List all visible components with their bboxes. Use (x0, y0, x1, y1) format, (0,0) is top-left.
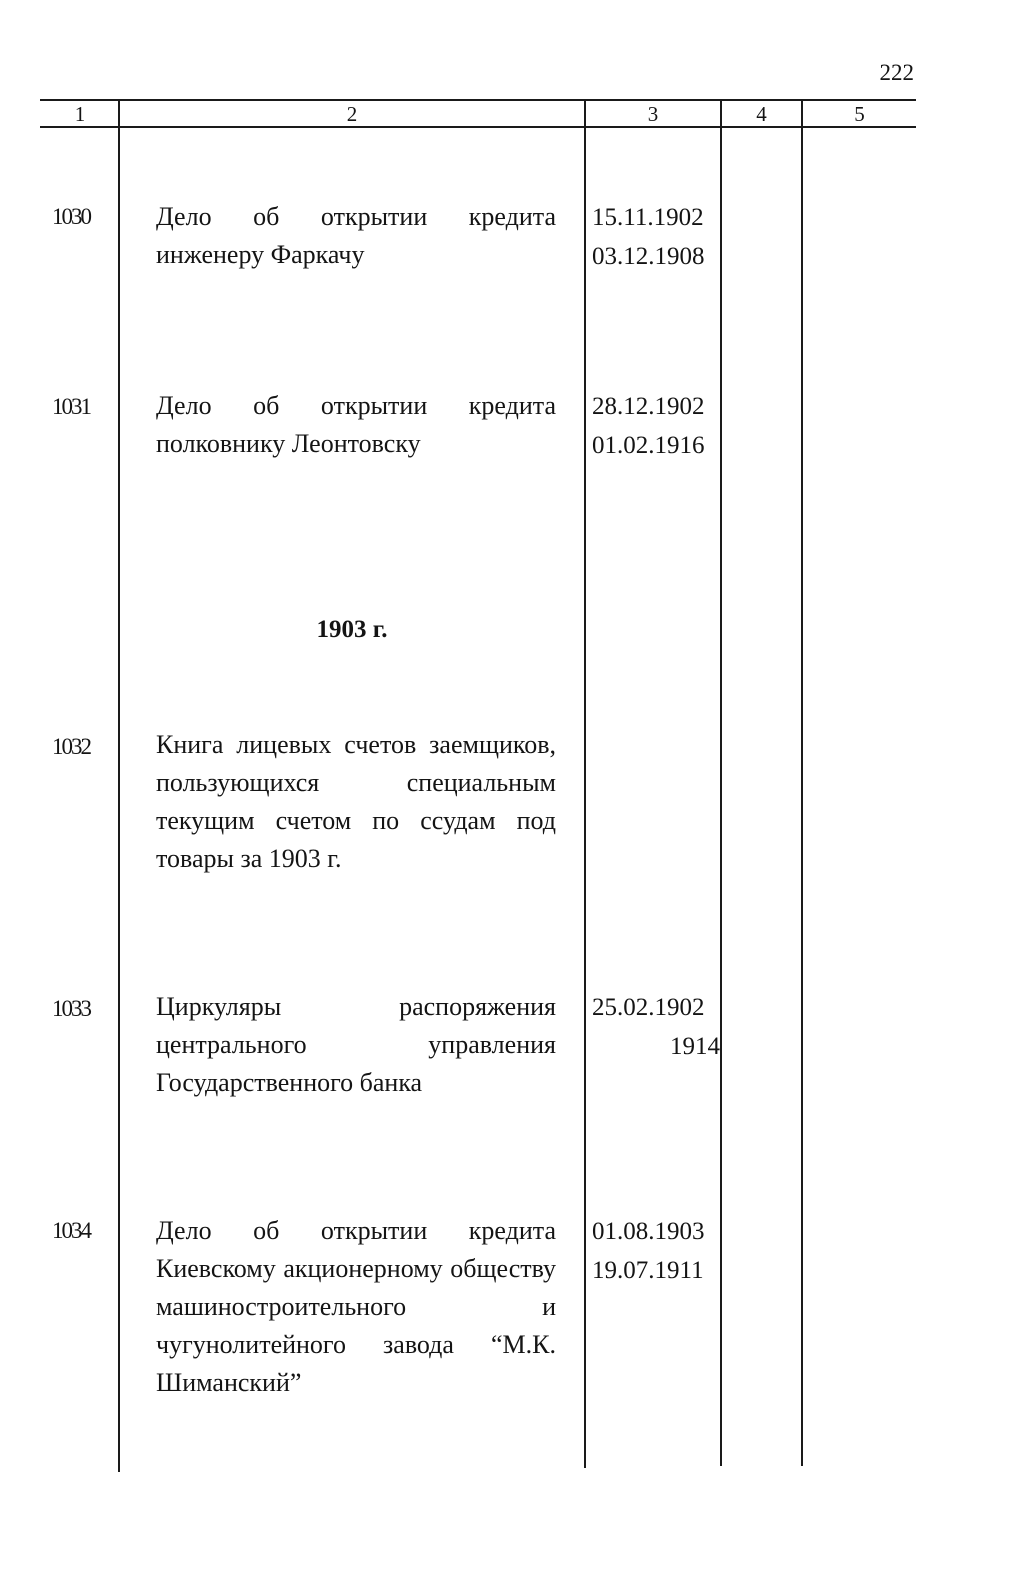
entry-dates (592, 387, 720, 465)
entry-title: Книга лицевых счетов заемщиков, пользующихся специальным текущим счетом по ссудам под товары за 1903 г. (156, 730, 556, 873)
date-start: 01.08.1903 (592, 1218, 705, 1245)
column-divider-3 (720, 100, 722, 1466)
column-header-1: 1 (74, 102, 86, 126)
column-header-5: 5 (854, 102, 865, 126)
entry-number: 1032 (52, 734, 90, 759)
year-heading: 1903 г. (316, 616, 388, 643)
entry-number: 1031 (52, 394, 90, 419)
date-end: 1914 (670, 1033, 720, 1060)
date-start: 15.11.1902 (592, 204, 704, 231)
column-header-3: 3 (647, 102, 659, 126)
date-start: 28.12.1902 (592, 393, 705, 420)
column-divider-2 (584, 100, 586, 1468)
entry-dates (592, 198, 720, 276)
page-number: 222 (879, 60, 914, 85)
column-header-2: 2 (346, 102, 358, 126)
entry-number: 1034 (52, 1218, 90, 1243)
column-divider-4 (801, 100, 803, 1466)
entry-dates (592, 1212, 720, 1290)
date-end: 03.12.1908 (592, 243, 705, 270)
entry-title: Дело об открытии кредита инженеру Фаркачу (156, 202, 556, 269)
date-start: 25.02.1902 (592, 994, 705, 1021)
date-end: 01.02.1916 (592, 432, 705, 459)
entry-title: Циркуляры распоряжения центрального управления Государственного банка (156, 992, 556, 1097)
entry-title: Дело об открытии кредита полковнику Леонтовску (156, 391, 556, 458)
entry-number: 1030 (52, 204, 90, 229)
date-end: 19.07.1911 (592, 1257, 704, 1284)
column-header-4: 4 (756, 102, 767, 126)
column-divider-1 (118, 100, 120, 1472)
entry-number: 1033 (52, 996, 90, 1021)
entry-dates (592, 988, 720, 1066)
entry-title: Дело об открытии кредита Киевскому акционерному обществу машиностроительного и чугунолитейного завода “М.К. Шиманский” (156, 1216, 556, 1397)
